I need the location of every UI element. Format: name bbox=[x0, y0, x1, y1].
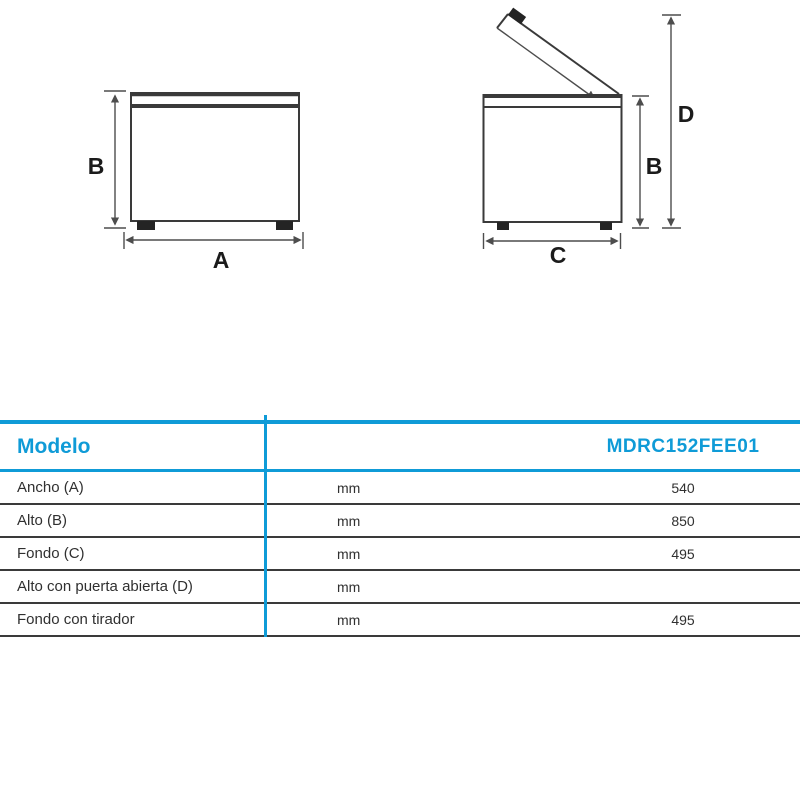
row-value: 495 bbox=[671, 545, 695, 562]
table-row-fondo bbox=[0, 538, 800, 571]
side-left-foot bbox=[497, 222, 509, 230]
table-row-fondo-tirador bbox=[0, 604, 800, 637]
dim-label-d: D bbox=[677, 101, 695, 127]
model-column-header: Modelo bbox=[17, 434, 91, 458]
dim-label-b-front: B bbox=[87, 153, 105, 179]
model-number: MDRC152FEE01 bbox=[606, 435, 760, 457]
row-unit: mm bbox=[337, 611, 361, 628]
spec-table bbox=[0, 420, 800, 637]
row-label: Fondo con tirador bbox=[17, 611, 135, 628]
dim-label-c: C bbox=[549, 242, 567, 268]
row-label: Ancho (A) bbox=[17, 479, 84, 496]
open-lid-lower-edge bbox=[497, 28, 594, 98]
row-value: 850 bbox=[671, 512, 695, 529]
row-label: Alto con puerta abierta (D) bbox=[17, 578, 193, 595]
table-row-alto bbox=[0, 505, 800, 538]
table-row-ancho bbox=[0, 472, 800, 505]
table-header-row bbox=[0, 424, 800, 469]
side-right-foot bbox=[600, 222, 612, 230]
open-lid-upper-edge bbox=[508, 14, 619, 94]
side-view-diagram bbox=[484, 8, 695, 268]
cabinet-side-outline bbox=[484, 95, 622, 222]
row-unit: mm bbox=[337, 578, 361, 595]
left-foot bbox=[137, 221, 155, 230]
row-unit: mm bbox=[337, 512, 361, 529]
cabinet-front-outline bbox=[131, 93, 299, 221]
table-vertical-divider bbox=[264, 415, 267, 637]
open-lid-end-cap bbox=[497, 14, 508, 28]
front-view-diagram bbox=[88, 91, 303, 273]
row-unit: mm bbox=[337, 479, 361, 496]
row-value: 540 bbox=[671, 479, 695, 496]
row-value: 495 bbox=[671, 611, 695, 628]
dim-label-a: A bbox=[212, 247, 230, 273]
lid-handle bbox=[508, 8, 526, 25]
right-foot bbox=[276, 221, 293, 230]
row-label: Fondo (C) bbox=[17, 545, 85, 562]
table-row-alto-puerta-abierta bbox=[0, 571, 800, 604]
dim-label-b-side: B bbox=[645, 153, 663, 179]
row-unit: mm bbox=[337, 545, 361, 562]
row-label: Alto (B) bbox=[17, 512, 68, 529]
